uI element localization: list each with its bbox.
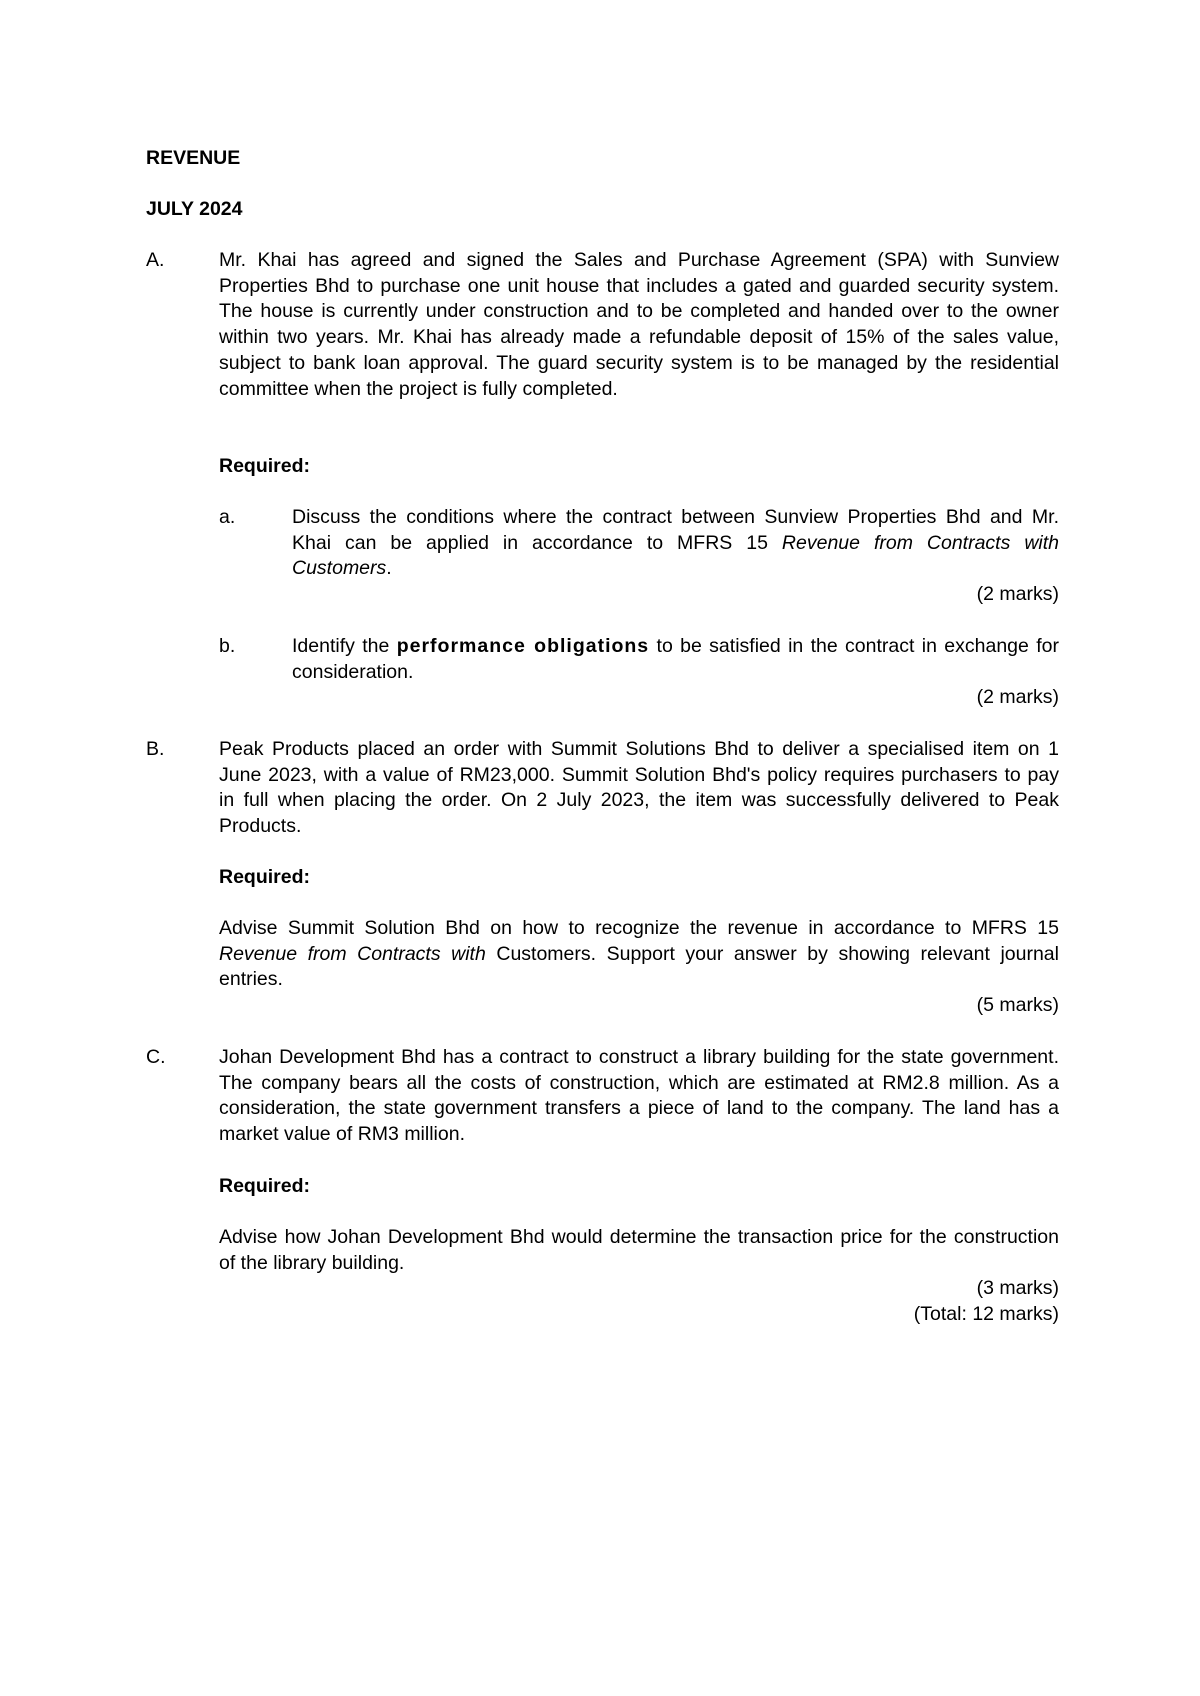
question-b-letter: B. (146, 738, 165, 760)
part-a-text-end: . (386, 557, 392, 580)
question-b-required-text (219, 916, 1059, 993)
question-c-letter: C. (146, 1046, 166, 1068)
question-a-part-b-letter: b. (219, 635, 236, 657)
total-marks: (Total: 12 marks) (913, 1303, 1059, 1325)
question-a-part-b-text (292, 634, 1059, 685)
question-a-part-a-marks: (2 marks) (976, 583, 1059, 605)
question-c-required-label: Required: (219, 1175, 311, 1197)
question-a-text: Mr. Khai has agreed and signed the Sales and Purchase Agreement (SPA) with Sunview Properties Bhd to purchase one unit house that includes a gated and guarded security system. The house is currently under construction and to be completed and handed over to the owner within two years. Mr. Khai has already made a refundable deposit of 15% of the sales value, subject to bank loan approval. The guard security system is to be managed by the residential committee when the project is fully completed. (219, 249, 1059, 400)
question-b-text: Peak Products placed an order with Summit Solutions Bhd to deliver a specialised item on 1 June 2023, with a value of RM23,000. Summit Solution Bhd's policy requires purchasers to pay in full when placing the order. On 2 July 2023, the item was successfully delivered to Peak Products. (219, 738, 1059, 838)
part-b-text-start: Identify the (292, 635, 397, 657)
question-a-letter: A. (146, 249, 165, 271)
question-b-req-start: Advise Summit Solution Bhd on how to recognize the revenue in accordance to MFRS 15 (219, 917, 1059, 939)
part-b-emphasis: performance obligations (396, 635, 650, 657)
question-b-standard-name: Revenue from Contracts with (219, 942, 486, 965)
question-c-text: Johan Development Bhd has a contract to construct a library building for the state government. The company bears all the costs of construction, which are estimated at RM2.8 million. As a consideration, the state government transfers a piece of land to the company. The land has a market value of RM3 million. (219, 1046, 1059, 1146)
part-a-standard-name: Revenue from Contracts with Customers (292, 531, 1059, 580)
part-a-text-start: Discuss the conditions where the contract between Sunview Properties Bhd and Mr. Khai can be applied in accordance to MFRS 15 (292, 506, 1059, 554)
exam-session: JULY 2024 (146, 198, 243, 220)
question-a-part-a-letter: a. (219, 506, 236, 528)
question-a-part-b-marks: (2 marks) (976, 686, 1059, 708)
question-b-req-end: Customers. Support your answer by showing relevant journal entries. (219, 942, 1059, 991)
part-b-text-end: to be satisfied in the contract in exchange for consideration. (292, 635, 1059, 683)
question-b-marks: (5 marks) (976, 994, 1059, 1016)
question-b-required-label: Required: (219, 866, 311, 888)
question-c-marks: (3 marks) (976, 1277, 1059, 1299)
question-c-required-text: Advise how Johan Development Bhd would determine the transaction price for the construction of the library building. (219, 1226, 1059, 1274)
document-heading: REVENUE (146, 147, 241, 169)
question-a-part-a-text (292, 505, 1059, 582)
question-a-required-label: Required: (219, 455, 311, 477)
